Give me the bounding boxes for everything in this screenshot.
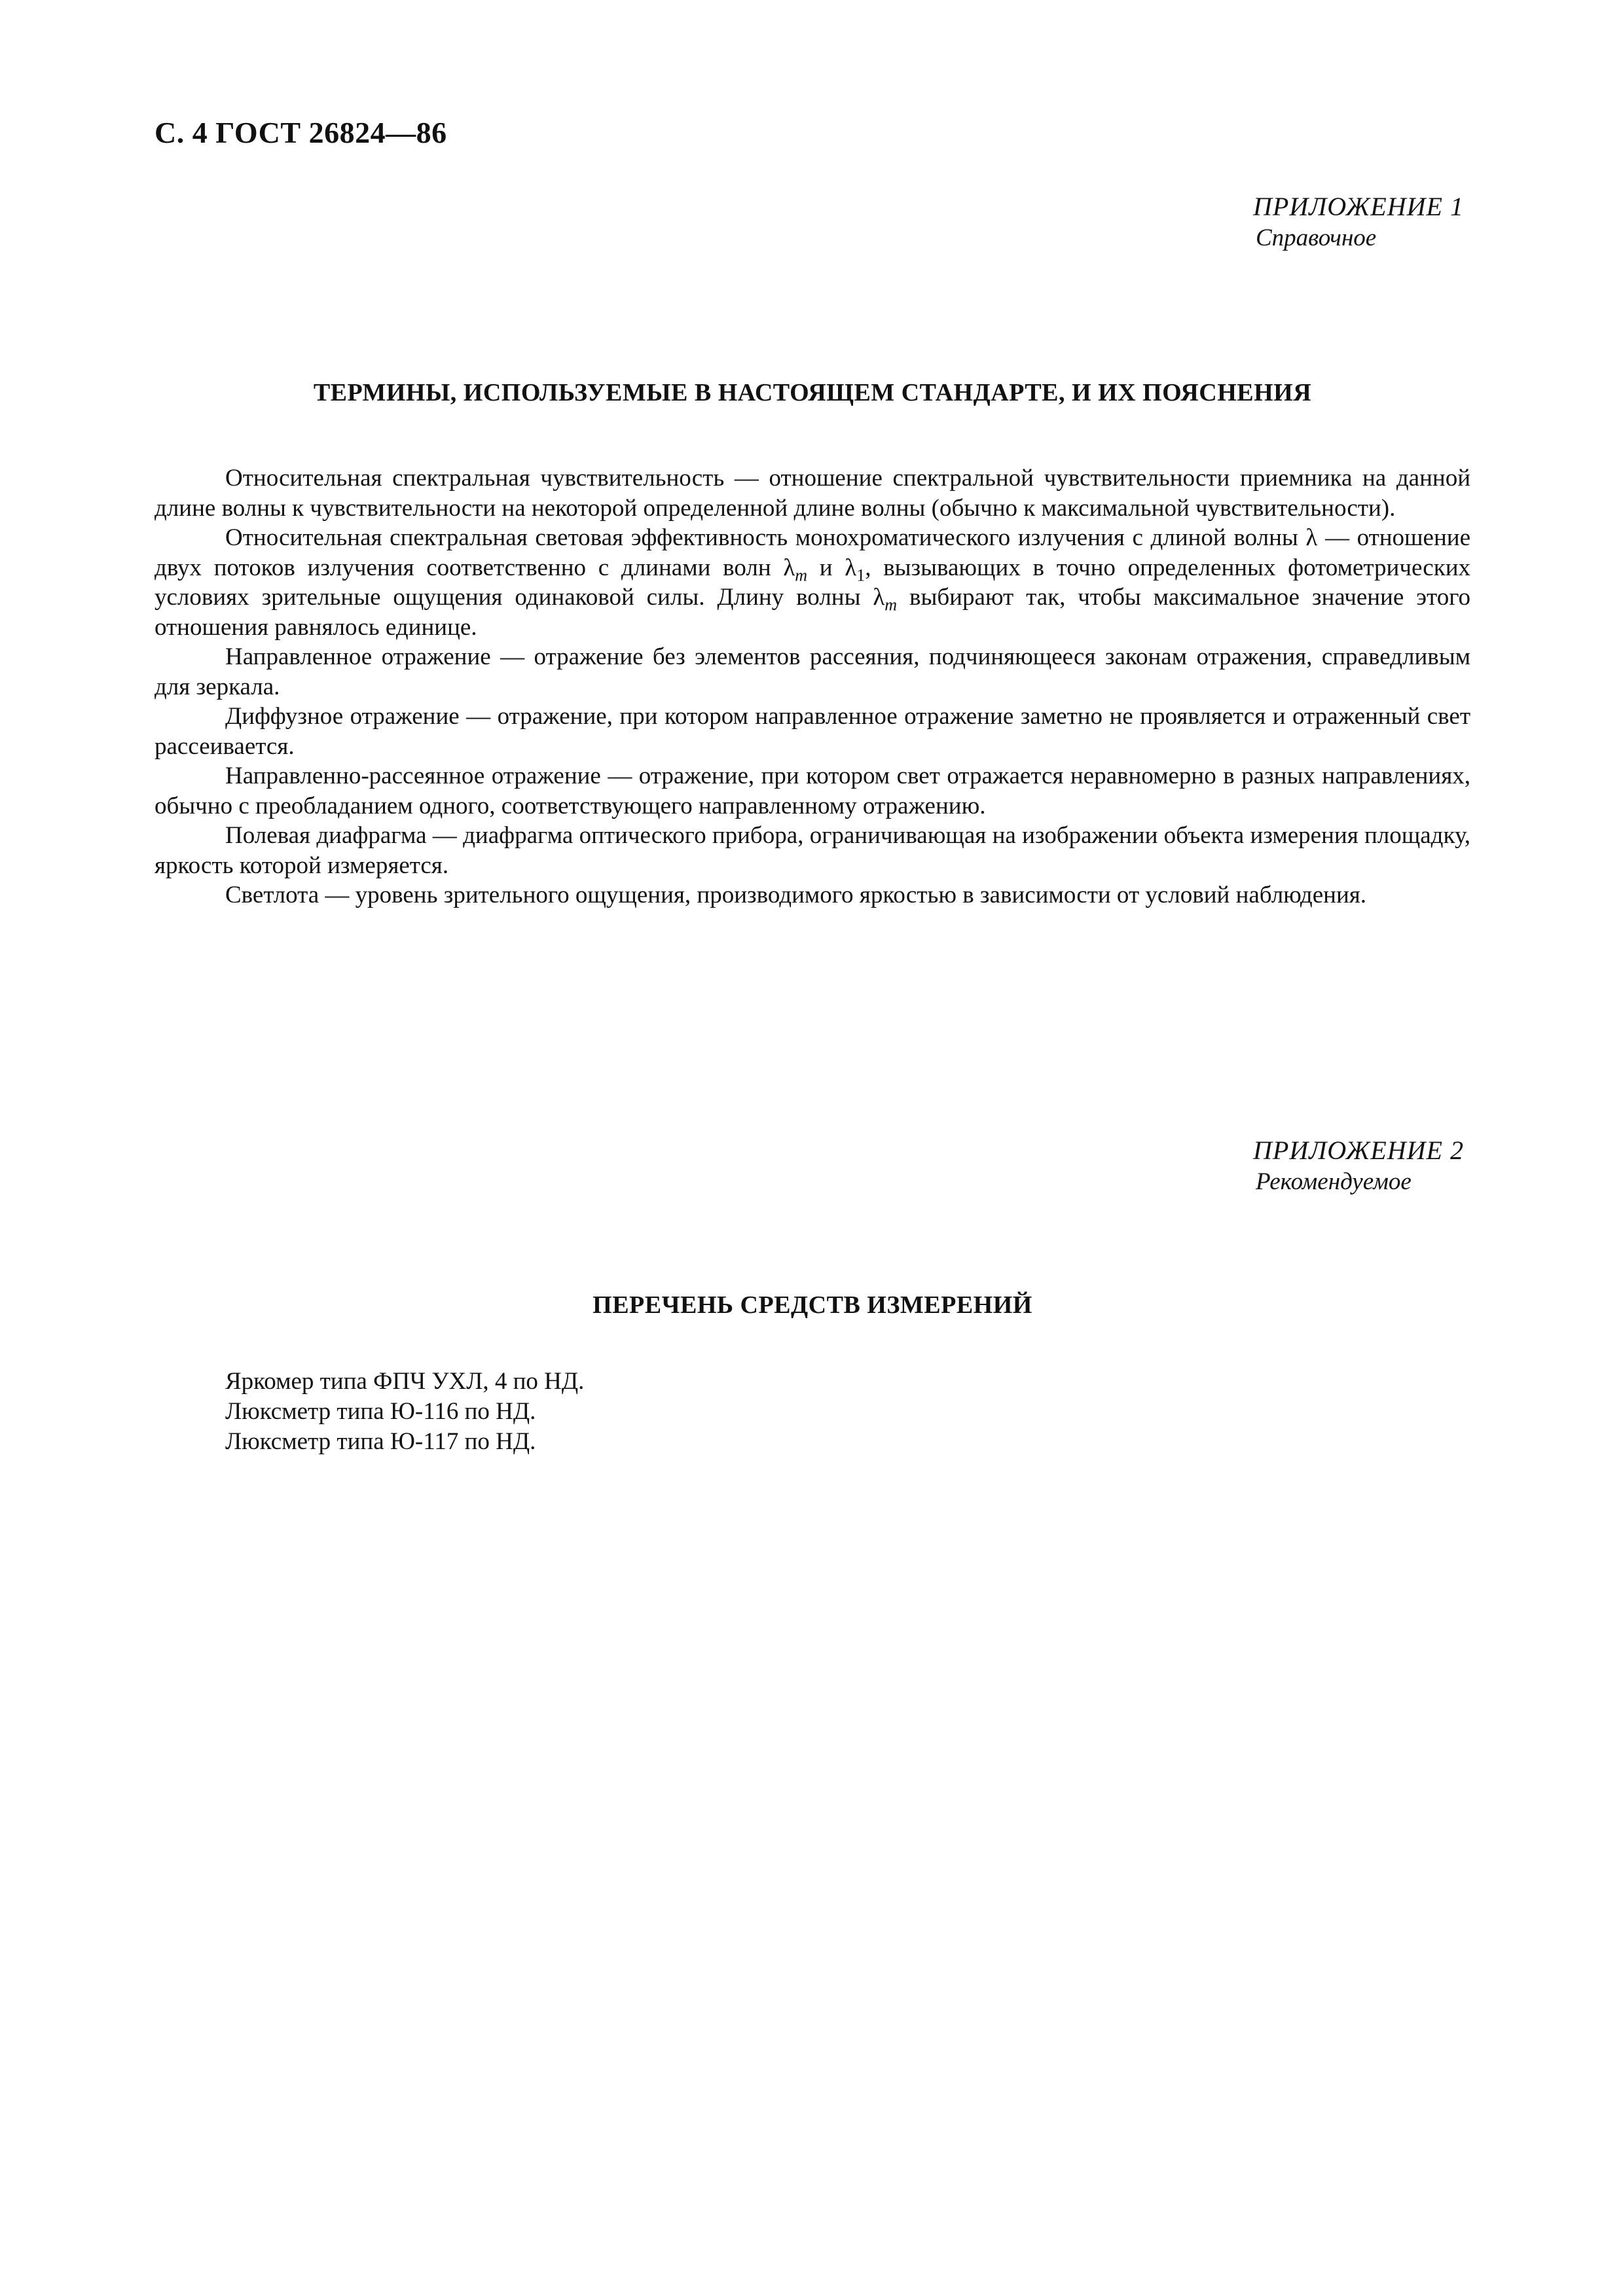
term-text: и λ [807, 554, 857, 581]
term-paragraph: Относительная спектральная чувствительность — отношение спектральной чувствительности приемника на данной длине волны к чувствительности на некоторой определенной длине волны (обычно к максимальной чувствительности). [155, 465, 1470, 522]
appendix-2-label [1253, 1135, 1464, 1198]
terms-list [155, 463, 1470, 910]
term-paragraph: Полевая диафрагма — диафрагма оптического прибора, ограничивающая на изображении объекта измерения площадку, яркость которой измеряется. [155, 822, 1470, 879]
term-text: , вызывающих в точно определенных фотометрических условиях зрительные ощущения одинаковой силы. Длину волны λ [155, 554, 1470, 611]
term-paragraph [155, 523, 1470, 642]
page-header: С. 4 ГОСТ 26824—86 [155, 116, 447, 149]
appendix-1-label [1253, 191, 1464, 254]
appendix-1-status: Справочное [1256, 224, 1377, 251]
term-text: Относительная спектральная световая эффективность монохроматического излучения с длиной волны λ — отношение двух потоков излучения соответственно с длинами волн λ [155, 524, 1470, 581]
subscript: m [795, 565, 808, 584]
appendix-1-title: ПРИЛОЖЕНИЕ 1 [1253, 192, 1464, 221]
subscript: 1 [856, 565, 866, 584]
subscript: m [884, 595, 898, 615]
instrument-item: Яркомер типа ФПЧ УХЛ, 4 по НД. [225, 1368, 585, 1395]
term-paragraph: Диффузное отражение — отражение, при котором направленное отражение заметно не проявляется и отраженный свет рассеивается. [155, 703, 1470, 760]
appendix-2-title: ПРИЛОЖЕНИЕ 2 [1253, 1136, 1464, 1165]
term-paragraph: Светлота — уровень зрительного ощущения, производимого яркостью в зависимости от условий наблюдения. [225, 882, 1367, 908]
term-paragraph: Направленно-рассеянное отражение — отражение, при котором свет отражается неравномерно в разных направлениях, обычно с преобладанием одного, соответствующего направленному отражению. [155, 762, 1470, 819]
instruments-list [225, 1367, 584, 1457]
instruments-heading: ПЕРЕЧЕНЬ СРЕДСТВ ИЗМЕРЕНИЙ [593, 1291, 1032, 1319]
terms-heading: ТЕРМИНЫ, ИСПОЛЬЗУЕМЫЕ В НАСТОЯЩЕМ СТАНДАРТЕ, И ИХ ПОЯСНЕНИЯ [313, 379, 1312, 406]
term-paragraph: Направленное отражение — отражение без элементов рассеяния, подчиняющееся законам отражения, справедливым для зеркала. [155, 643, 1470, 700]
term-text: выбирают так, чтобы максимальное значение этого отношения равнялось единице. [155, 584, 1470, 641]
instrument-item: Люксметр типа Ю-116 по НД. [225, 1398, 536, 1425]
instrument-item: Люксметр типа Ю-117 по НД. [225, 1428, 536, 1455]
appendix-2-status: Рекомендуемое [1256, 1168, 1412, 1195]
